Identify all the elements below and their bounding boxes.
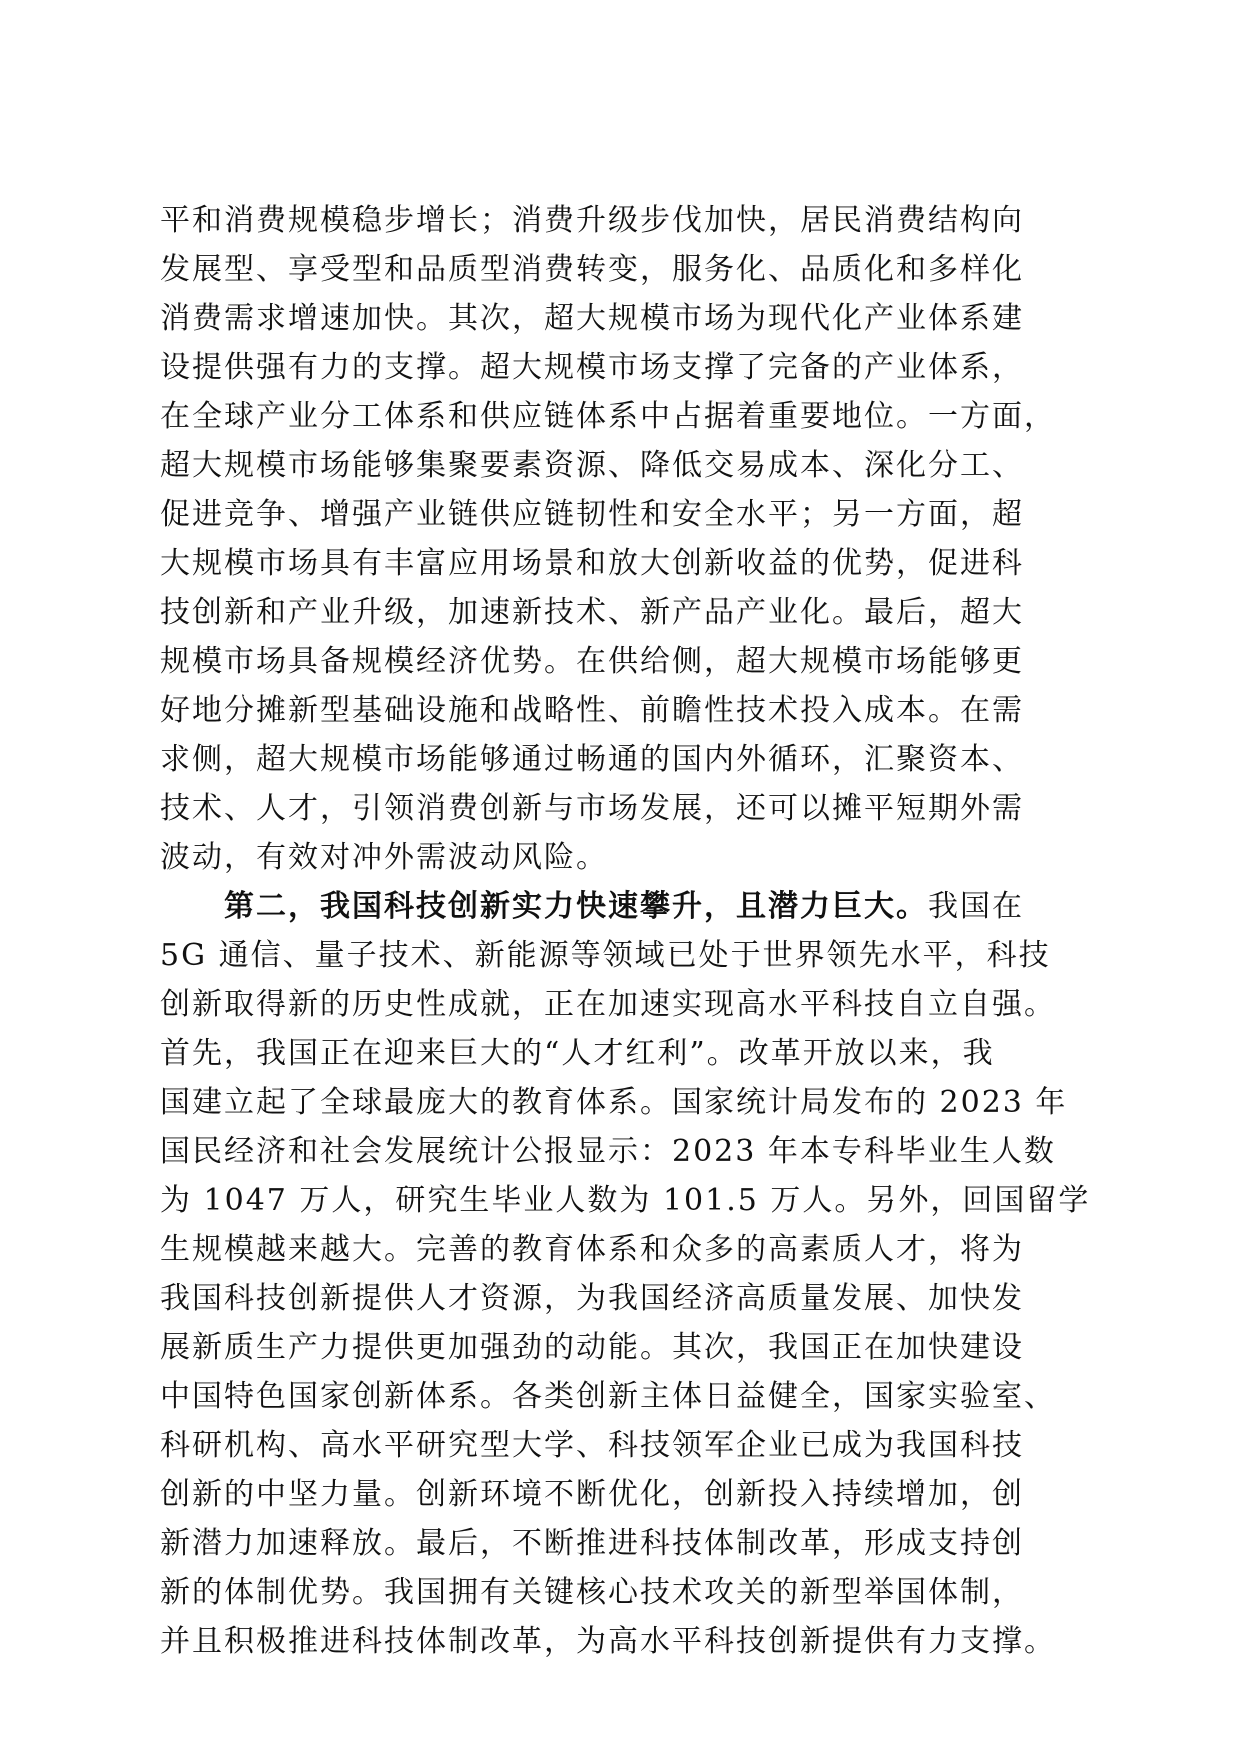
paragraph-2-first-line — [160, 882, 1080, 931]
text-line: 生规模越来越大。完善的教育体系和众多的高素质人才，将为 — [160, 1232, 1024, 1267]
text-line: 技术、人才，引领消费创新与市场发展，还可以摊平短期外需 — [160, 791, 1024, 826]
text-line: 消费需求增速加快。其次，超大规模市场为现代化产业体系建 — [160, 301, 1024, 336]
text-line: 展新质生产力提供更加强劲的动能。其次，我国正在加快建设 — [160, 1330, 1024, 1365]
text-line: 求侧，超大规模市场能够通过畅通的国内外循环，汇聚资本、 — [160, 742, 1024, 777]
text-line: 新的体制优势。我国拥有关键核心技术攻关的新型举国体制， — [160, 1575, 1024, 1610]
text-line: 国民经济和社会发展统计公报显示：2023 年本专科毕业生人数 — [160, 1134, 1056, 1169]
text-line: 新潜力加速释放。最后，不断推进科技体制改革，形成支持创 — [160, 1526, 1024, 1561]
text-line: 为 1047 万人，研究生毕业人数为 101.5 万人。另外，回国留学 — [160, 1183, 1091, 1218]
text-line: 好地分摊新型基础设施和战略性、前瞻性技术投入成本。在需 — [160, 693, 1024, 728]
text-line: 中国特色国家创新体系。各类创新主体日益健全，国家实验室、 — [160, 1379, 1056, 1414]
paragraph-2 — [160, 882, 1091, 1666]
paragraph-1 — [160, 196, 1080, 882]
text-line: 设提供强有力的支撑。超大规模市场支撑了完备的产业体系， — [160, 350, 1024, 385]
text-line: 我国科技创新提供人才资源，为我国经济高质量发展、加快发 — [160, 1281, 1024, 1316]
text-line: 平和消费规模稳步增长；消费升级步伐加快，居民消费结构向 — [160, 203, 1024, 238]
text-line: 首先，我国正在迎来巨大的“人才红利”。改革开放以来，我 — [160, 1036, 995, 1071]
text-line: 大规模市场具有丰富应用场景和放大创新收益的优势，促进科 — [160, 546, 1024, 581]
text-line: 促进竞争、增强产业链供应链韧性和安全水平；另一方面，超 — [160, 497, 1024, 532]
paragraph-heading: 第二，我国科技创新实力快速攀升，且潜力巨大。 — [224, 889, 928, 924]
body-text — [160, 196, 1091, 1666]
text-line: 创新取得新的历史性成就，正在加速实现高水平科技自立自强。 — [160, 987, 1056, 1022]
heading-continuation: 我国在 — [928, 889, 1024, 924]
text-line: 国建立起了全球最庞大的教育体系。国家统计局发布的 2023 年 — [160, 1085, 1068, 1120]
text-line: 超大规模市场能够集聚要素资源、降低交易成本、深化分工、 — [160, 448, 1024, 483]
text-line: 科研机构、高水平研究型大学、科技领军企业已成为我国科技 — [160, 1428, 1024, 1463]
text-line: 创新的中坚力量。创新环境不断优化，创新投入持续增加，创 — [160, 1477, 1024, 1512]
text-line: 波动，有效对冲外需波动风险。 — [160, 840, 608, 875]
text-line: 在全球产业分工体系和供应链体系中占据着重要地位。一方面， — [160, 399, 1056, 434]
text-line: 规模市场具备规模经济优势。在供给侧，超大规模市场能够更 — [160, 644, 1024, 679]
text-line: 发展型、享受型和品质型消费转变，服务化、品质化和多样化 — [160, 252, 1024, 287]
text-line: 5G 通信、量子技术、新能源等领域已处于世界领先水平，科技 — [160, 938, 1051, 973]
text-line: 技创新和产业升级，加速新技术、新产品产业化。最后，超大 — [160, 595, 1024, 630]
text-line: 并且积极推进科技体制改革，为高水平科技创新提供有力支撑。 — [160, 1624, 1056, 1659]
